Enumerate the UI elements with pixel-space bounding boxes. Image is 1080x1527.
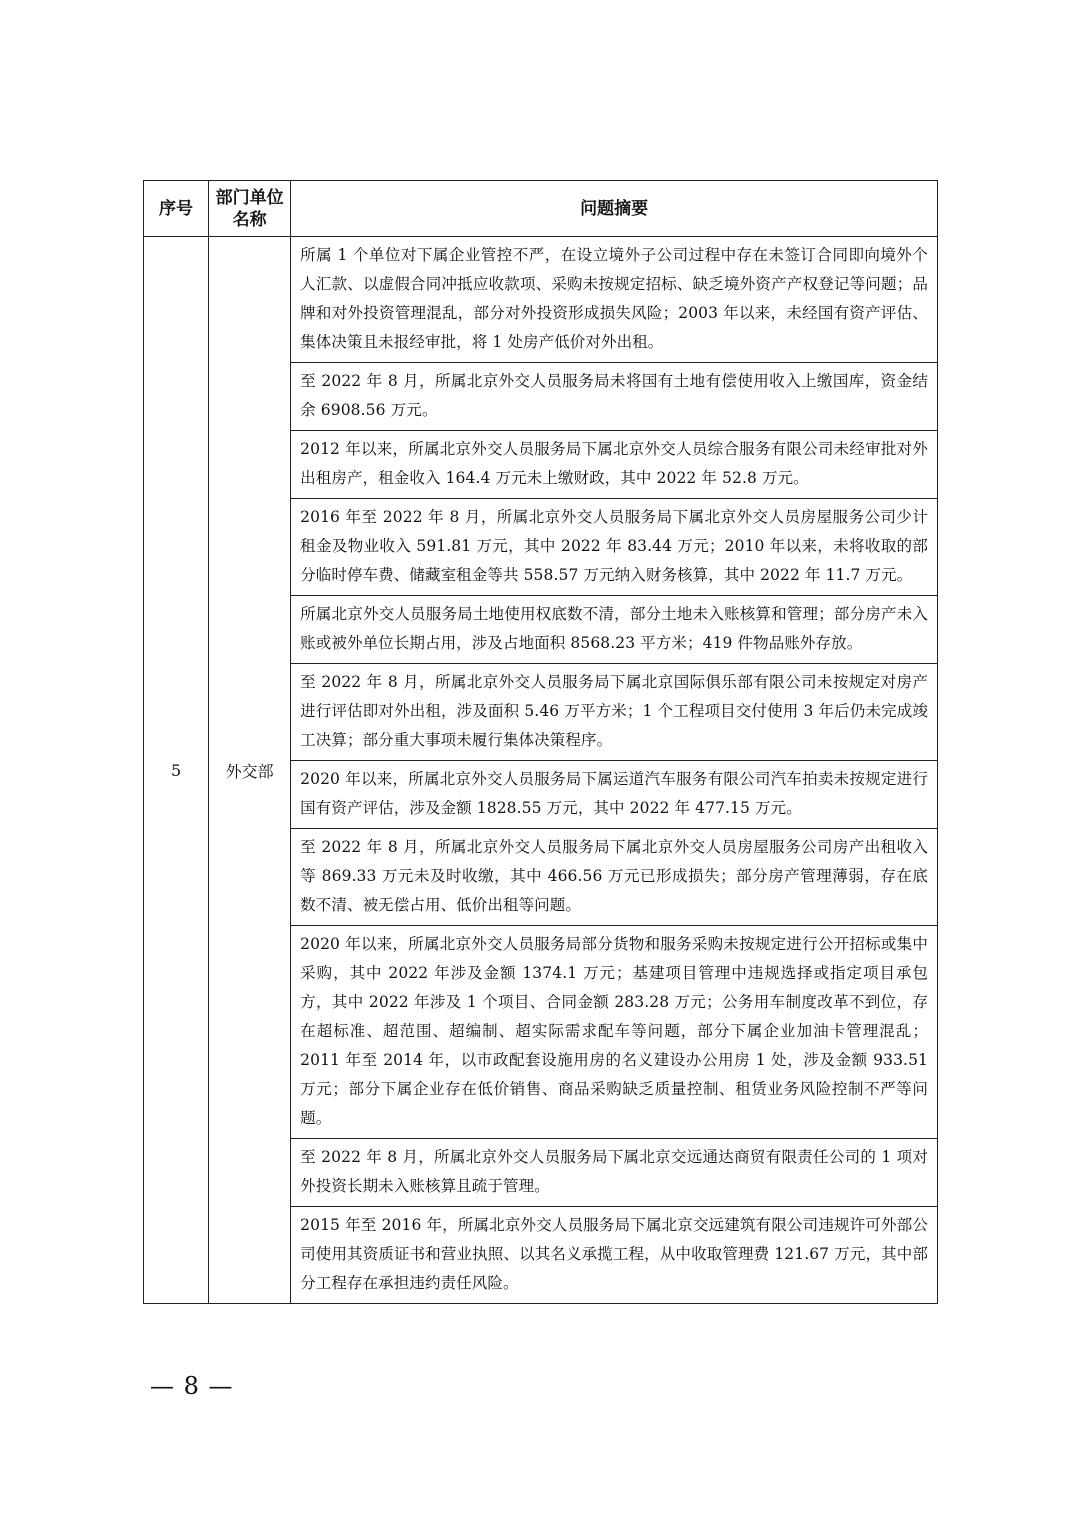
issue-summary-cell: 2016 年至 2022 年 8 月，所属北京外交人员服务局下属北京外交人员房屋服务公司少计租金及物业收入 591.81 万元，其中 2022 年 83.44 万元；2010 年以来，未将收取的部分临时停车费、储藏室租金等共 558.57 万元纳入财务核算，其中 2022 年 11.7 万元。 [291,499,938,596]
issue-summary-cell: 2012 年以来，所属北京外交人员服务局下属北京外交人员综合服务有限公司未经审批对外出租房产，租金收入 164.4 万元未上缴财政，其中 2022 年 52.8 万元。 [291,431,938,499]
header-department-line2: 名称 [232,209,267,230]
issue-summary-cell: 2020 年以来，所属北京外交人员服务局部分货物和服务采购未按规定进行公开招标或集中采购，其中 2022 年涉及金额 1374.1 万元；基建项目管理中违规选择或指定项目承包方，其中 2022 年涉及 1 个项目、合同金额 283.28 万元；公务用车制度改革不到位，存在超标准、超范围、超编制、超实际需求配车等问题，部分下属企业加油卡管理混乱；2011 年至 2014 年，以市政配套设施用房的名义建设办公用房 1 处，涉及金额 933.51 万元；部分下属企业存在低价销售、商品采购缺乏质量控制、租赁业务风险控制不严等问题。 [291,926,938,1139]
header-issue-summary: 问题摘要 [291,181,938,237]
issue-summary-cell: 至 2022 年 8 月，所属北京外交人员服务局下属北京国际俱乐部有限公司未按规定对房产进行评估即对外出租，涉及面积 5.46 万平方米；1 个工程项目交付使用 3 年后仍未完成竣工决算；部分重大事项未履行集体决策程序。 [291,664,938,761]
issue-summary-cell: 至 2022 年 8 月，所属北京外交人员服务局未将国有土地有偿使用收入上缴国库，资金结余 6908.56 万元。 [291,363,938,431]
header-department-line1: 部门单位 [215,187,284,208]
issue-summary-cell: 所属北京外交人员服务局土地使用权底数不清，部分土地未入账核算和管理；部分房产未入账或被外单位长期占用，涉及占地面积 8568.23 平方米；419 件物品账外存放。 [291,596,938,664]
issue-summary-cell: 至 2022 年 8 月，所属北京外交人员服务局下属北京交远通达商贸有限责任公司的 1 项对外投资长期未入账核算且疏于管理。 [291,1139,938,1207]
page-number: — 8 — [150,1372,234,1400]
header-department [209,181,291,237]
issue-summary-cell: 2015 年至 2016 年，所属北京外交人员服务局下属北京交远建筑有限公司违规许可外部公司使用其资质证书和营业执照、以其名义承揽工程，从中收取管理费 121.67 万元，其中部分工程存在承担违约责任风险。 [291,1207,938,1304]
issue-summary-cell: 所属 1 个单位对下属企业管控不严，在设立境外子公司过程中存在未签订合同即向境外个人汇款、以虚假合同冲抵应收款项、采购未按规定招标、缺乏境外资产产权登记等问题；品牌和对外投资管理混乱，部分对外投资形成损失风险；2003 年以来，未经国有资产评估、集体决策且未报经审批，将 1 处房产低价对外出租。 [291,237,938,363]
audit-issues-table [143,180,938,1304]
serial-number-cell: 5 [144,237,209,1304]
table-header-row [144,181,938,237]
department-name-cell: 外交部 [209,237,291,1304]
table-row [144,237,938,363]
header-serial-number: 序号 [144,181,209,237]
issue-summary-cell: 2020 年以来，所属北京外交人员服务局下属运道汽车服务有限公司汽车拍卖未按规定进行国有资产评估，涉及金额 1828.55 万元，其中 2022 年 477.15 万元。 [291,761,938,829]
issue-summary-cell: 至 2022 年 8 月，所属北京外交人员服务局下属北京外交人员房屋服务公司房产出租收入等 869.33 万元未及时收缴，其中 466.56 万元已形成损失；部分房产管理薄弱，存在底数不清、被无偿占用、低价出租等问题。 [291,829,938,926]
